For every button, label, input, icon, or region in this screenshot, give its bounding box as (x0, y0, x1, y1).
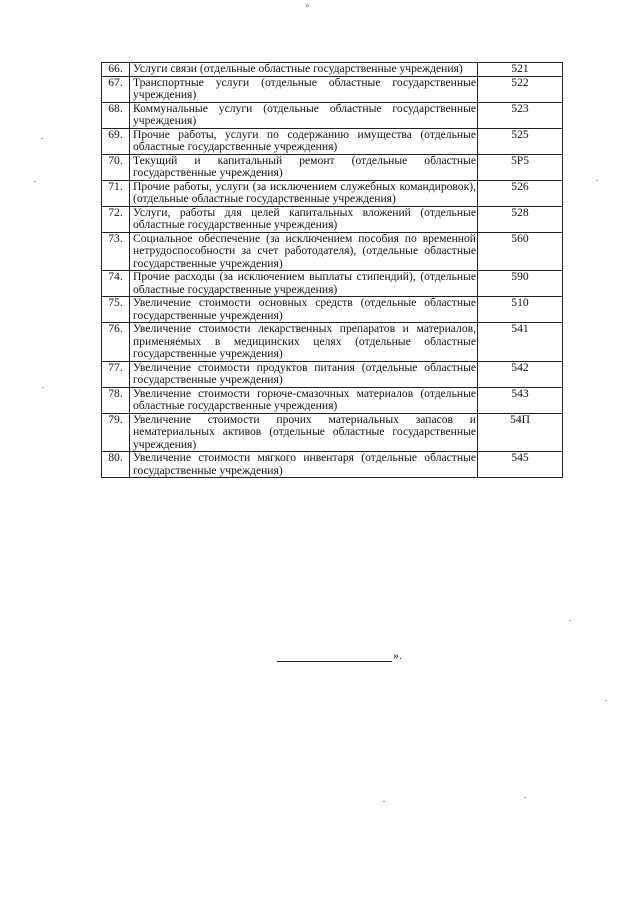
row-code: 545 (478, 452, 563, 478)
row-description: Увеличение стоимости прочих материальных запасов и нематериальных активов (отдельные областные государственные учреждения) (130, 413, 478, 452)
row-number: 79. (102, 413, 130, 452)
closing-line (277, 648, 402, 662)
row-description: Транспортные услуги (отдельные областные государственные учреждения) (130, 76, 478, 102)
row-description: Социальное обеспечение (за исключением пособия по временной нетрудоспособности за счет работодателя), (отдельные областные государственные учреждения) (130, 232, 478, 271)
table-row (102, 361, 563, 387)
row-number: 71. (102, 180, 130, 206)
row-description: Увеличение стоимости продуктов питания (отдельные областные государственные учреждения) (130, 361, 478, 387)
row-number: 77. (102, 361, 130, 387)
row-code: 523 (478, 102, 563, 128)
row-description: Прочие расходы (за исключением выплаты стипендий), (отдельные областные государственные учреждения) (130, 271, 478, 297)
row-description: Коммунальные услуги (отдельные областные государственные учреждения) (130, 102, 478, 128)
row-code: 560 (478, 232, 563, 271)
row-code: 541 (478, 323, 563, 362)
table-row (102, 76, 563, 102)
row-number: 75. (102, 297, 130, 323)
table-row (102, 232, 563, 271)
closing-quote: ». (393, 648, 402, 662)
row-number: 68. (102, 102, 130, 128)
row-number: 73. (102, 232, 130, 271)
row-code: 542 (478, 361, 563, 387)
table-row (102, 128, 563, 154)
table-row (102, 154, 563, 180)
table-row (102, 387, 563, 413)
row-code: 526 (478, 180, 563, 206)
table-row (102, 452, 563, 478)
row-code: 525 (478, 128, 563, 154)
table-row (102, 323, 563, 362)
row-code: 543 (478, 387, 563, 413)
row-description: Текущий и капитальный ремонт (отдельные областные государственные учреждения) (130, 154, 478, 180)
table-row (102, 180, 563, 206)
row-code: 528 (478, 206, 563, 232)
row-description: Прочие работы, услуги по содержанию имущества (отдельные областные государственные учреждения) (130, 128, 478, 154)
row-code: 510 (478, 297, 563, 323)
signature-rule (277, 648, 392, 662)
row-number: 76. (102, 323, 130, 362)
table-row (102, 271, 563, 297)
row-number: 80. (102, 452, 130, 478)
row-code: 54П (478, 413, 563, 452)
row-number: 66. (102, 63, 130, 77)
row-number: 78. (102, 387, 130, 413)
row-description: Увеличение стоимости лекарственных препаратов и материалов, применяемых в медицинских целях (отдельные областные государственные учреждения) (130, 323, 478, 362)
table-row (102, 413, 563, 452)
budget-codes-table (101, 62, 563, 478)
row-number: 74. (102, 271, 130, 297)
row-description: Увеличение стоимости горюче-смазочных материалов (отдельные областные государственные учреждения) (130, 387, 478, 413)
row-code: 5Р5 (478, 154, 563, 180)
row-number: 70. (102, 154, 130, 180)
row-description: Увеличение стоимости основных средств (отдельные областные государственные учреждения) (130, 297, 478, 323)
row-description: Услуги, работы для целей капитальных вложений (отдельные областные государственные учреждения) (130, 206, 478, 232)
row-code: 590 (478, 271, 563, 297)
table-row (102, 102, 563, 128)
row-description: Увеличение стоимости мягкого инвентаря (отдельные областные государственные учреждения) (130, 452, 478, 478)
row-number: 72. (102, 206, 130, 232)
table-row (102, 206, 563, 232)
table-row (102, 297, 563, 323)
row-number: 69. (102, 128, 130, 154)
row-code: 521 (478, 63, 563, 77)
row-description: Прочие работы, услуги (за исключением служебных командировок), (отдельные областные государственные учреждения) (130, 180, 478, 206)
row-description: Услуги связи (отдельные областные государственные учреждения) (130, 63, 478, 77)
table-row (102, 63, 563, 77)
row-number: 67. (102, 76, 130, 102)
page-mark: » (305, 0, 310, 10)
row-code: 522 (478, 76, 563, 102)
